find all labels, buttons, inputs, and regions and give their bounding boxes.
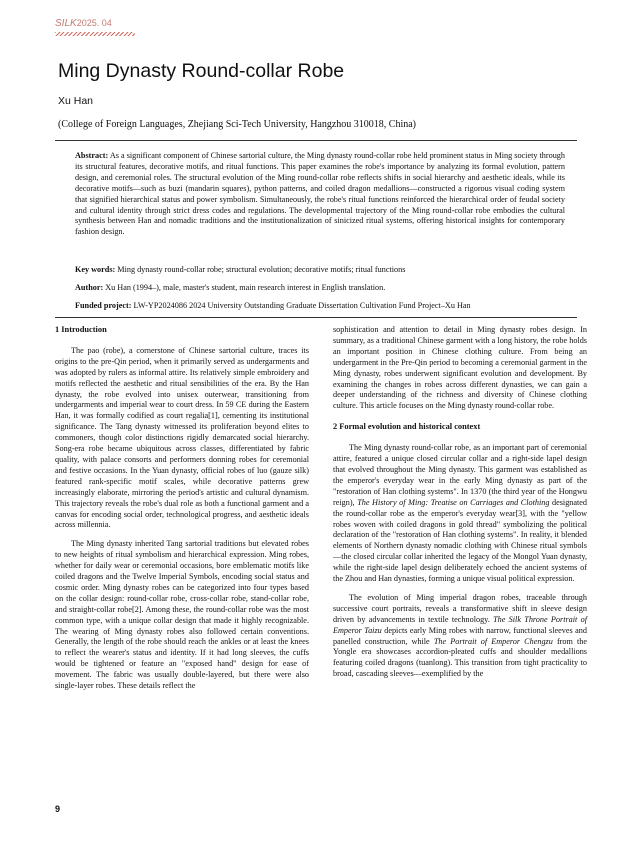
paragraph (333, 443, 587, 585)
top-rule (55, 140, 577, 141)
author-note (75, 283, 385, 292)
section-heading: 2 Formal evolution and historical context (333, 422, 481, 432)
bottom-rule (55, 317, 577, 318)
header-stripe-decoration (55, 32, 135, 36)
funding (75, 301, 471, 310)
funding-text: LW-YP2024086 2024 University Outstanding Graduate Dissertation Cultivation Fund Project–Xu Han (133, 301, 471, 310)
affiliation: (College of Foreign Languages, Zhejiang Sci-Tech University, Hangzhou 310018, China) (58, 119, 417, 130)
text-run: designated the round-collar robe as the emperor's everyday wear[3], with the "yellow robes woven with coiled dragons in gold thread" symbolizing the political declaration of the "restoration of Han clothing systems". In reality, it blended elements of Northern dynasty nomadic clothing with Chinese ritual symbols—the closed circular collar inherited the legacy of the Mongol Yuan dynasty, while the right-side lapel design deliberately echoed the ancient systems of the Zhou and Han dynasties, forming a unique visual political expression. (333, 497, 588, 584)
right-column (333, 325, 587, 688)
funding-label: Funded project: (75, 301, 132, 310)
left-column (55, 325, 309, 700)
artwork-title: The Portrait of Emperor Chengzu (433, 636, 553, 646)
abstract (75, 151, 565, 238)
abstract-text: As a significant component of Chinese sartorial culture, the Ming dynasty round-collar robe held prominent status in Ming society through its structural features, decorative motifs, and ritual functions. This paper examines the robe's importance by analyzing its formal evolution, pattern design, and ceremonial roles. The structural evolution of the Ming round-collar robe reflects shifts in social hierarchy and aesthetic ideals, while its decorative motifs—such as buzi (mandarin squares), python patterns, and coiled dragon medallions—constructed a rigorous visual coding system that signified hierarchical status and power symbolism. Simultaneously, the robe's ritual functions reinforced the hierarchical order of feudal society and cultural identity through strict dress codes and regulations. The developmental trajectory of the Ming round-collar robe embodies the cultural synthesis between Han and nomadic traditions and the institutionalization of sinicized ritual systems, offering historical insights for contemporary fashion design. (75, 151, 565, 237)
page-number: 9 (55, 804, 61, 814)
keywords-text: Ming dynasty round-collar robe; structural evolution; decorative motifs; ritual functions (117, 265, 406, 274)
keywords (75, 265, 405, 274)
book-title: The History of Ming: Treatise on Carriages and Clothing (357, 497, 550, 507)
artwork-title: The Silk Throne Portrait of Emperor Taizu (333, 614, 587, 635)
journal-name: SILK (55, 18, 77, 29)
author-note-label: Author: (75, 283, 104, 292)
paragraph: The pao (robe), a cornerstone of Chinese sartorial culture, traces its origins to the pre-Qin period, when it primarily served as undergarments and was adopted by rulers as informal attire. Its relatively simple embroidery and motifs reflected the aesthetic and ritual sensibilities of the era. By the Han dynasty, the robe evolved into unisex outerwear, transitioning from undergarments and imperial wear to court dress. In 59 CE during the Eastern Han, it was formally codified as court regalia[1], cementing its institutional significance. The Tang dynasty witnessed its proliferation beyond elites to commoners, though color distinctions rigidly demarcated social hierarchy. Song-era robe became ubiquitous across classes, differentiated by fabric quality, with palace consorts and performers donning robes for ceremonial and festive occasions. In the Yuan dynasty, official robes of luo (gauze silk) featured rank-specific motif scales, while decorative patterns grew increasingly elaborate, mirroring the period's artistic and cultural dynamism. This trajectory reveals the robe's dual role as both a functional garment and a canvas for encoding social order, technological progress, and aesthetic ideals across millennia. (55, 345, 309, 530)
text-run: depicts early Ming robes with narrow, functional sleeves and panelled construction, while (333, 625, 587, 646)
keywords-label: Key words: (75, 265, 116, 274)
abstract-label: Abstract: (75, 151, 109, 160)
paper-title: Ming Dynasty Round-collar Robe (58, 60, 345, 82)
paragraph: The Ming dynasty inherited Tang sartorial traditions but elevated robes to new heights of ritual symbolism and hierarchical expression. Ming robes, whether for daily wear or ceremonial occasions, bore emblematic motifs like coiled dragons and the Twelve Imperial Symbols, encoding social status and cosmic order. Ming dynasty robes can be categorized into four types based on the collar design: round-collar robe, cross-collar robe, stand-collar robe, and straight-collar robe[2]. Among these, the round-collar robe was the most common type, with a unique collar design that made it highly recognizable. The wearing of Ming dynasty robes also followed certain conventions. Generally, the length of the robe should reach the ankles or at least the knees to reflect the wearer's status and identity. If it had long sleeves, the cuffs would be tightened or feature an "exposed hand" design for ease of movement. The fabric was usually double-layered, but there were also single-layer robes. These details reflect the (55, 539, 309, 691)
text-run: The Ming dynasty round-collar robe, as an important part of ceremonial attire, featured a unique closed circular collar and a right-side lapel design that evolved throughout the Ming dynasty. This garment was established as the emperor's everyday wear in the early Ming dynasty as part of the "restoration of Han clothing systems". In 1370 (the third year of the Hongwu reign), (333, 443, 587, 507)
text-run: The evolution of Ming imperial dragon robes, traceable through successive court portraits, reveals a transformative shift in sleeve design driven by advancements in textile technology. (333, 592, 587, 624)
paragraph (333, 593, 587, 680)
section-heading: 1 Introduction (55, 325, 107, 334)
author-note-text: Xu Han (1994–), male, master's student, main research interest in English translation. (105, 283, 386, 292)
paragraph: sophistication and attention to detail in Ming dynasty robes design. In summary, as a traditional Chinese garment with a long history, the robe holds an important position in Chinese clothing culture. From being an undergarment in the Pre-Qin period to becoming a ceremonial garment in the Ming dynasty, robes underwent significant evolution and development. By examining the changes in robes across different dynasties, we can gain a deeper understanding of the richness and diversity of Chinese clothing culture. This article focuses on the Ming dynasty round-collar robe. (333, 325, 587, 411)
journal-issue: 2025. 04 (76, 18, 112, 28)
author-name: Xu Han (58, 95, 94, 107)
journal-header (55, 18, 112, 29)
text-run: from the Yongle era showcases accordion-pleated cuffs and shoulder medallions featuring coiled dragons (tuanlong). This transition from tight practicality to broad, cascading sleeves—exemplified by the (333, 636, 587, 679)
